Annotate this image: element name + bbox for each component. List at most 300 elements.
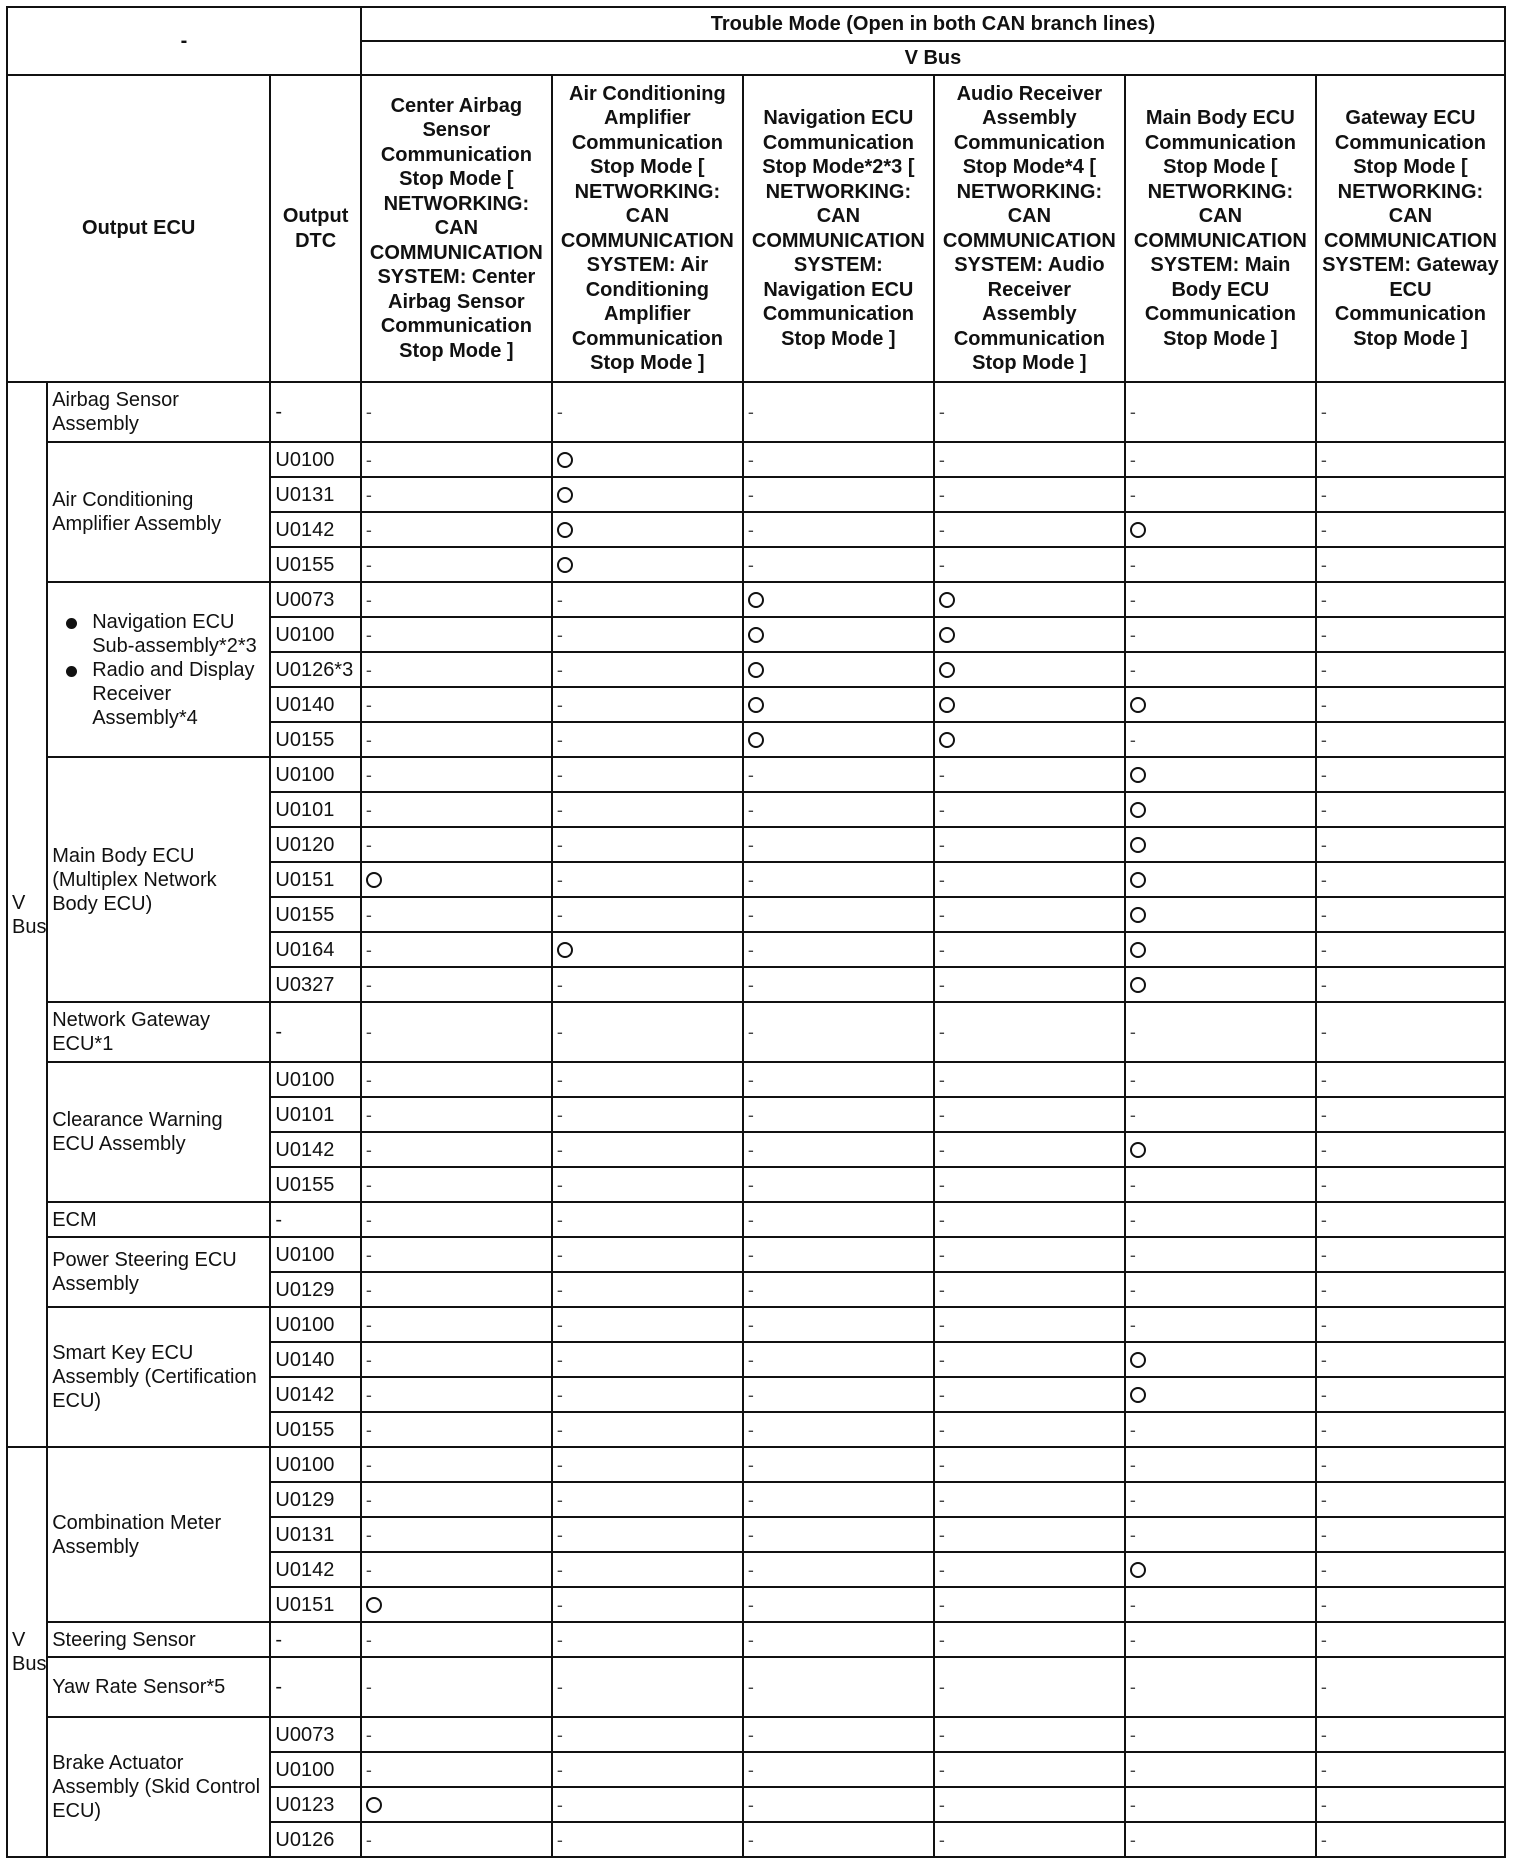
mode-cell — [1316, 1657, 1505, 1717]
dash-placeholder: - — [938, 1104, 945, 1125]
output-dtc-cell: U0100 — [270, 757, 361, 792]
mode-cell — [934, 1377, 1125, 1412]
mode-cell — [934, 1342, 1125, 1377]
circle-mark-icon — [1130, 802, 1146, 818]
mode-cell — [743, 1447, 934, 1482]
circle-mark-icon — [1130, 907, 1146, 923]
mode-cell — [552, 547, 743, 582]
mode-cell — [1316, 1377, 1505, 1412]
output-dtc-cell: U0100 — [270, 1237, 361, 1272]
dash-placeholder: - — [1129, 1794, 1136, 1815]
column-header-gateway-ecu: Gateway ECU Communication Stop Mode [ NETWORKING: CAN COMMUNICATION SYSTEM: Gateway ECU Communication Stop Mode ] — [1316, 75, 1505, 382]
dash-placeholder: - — [938, 1419, 945, 1440]
dash-placeholder: - — [747, 1559, 754, 1580]
mode-cell — [1316, 1717, 1505, 1752]
dash-placeholder: - — [556, 1559, 563, 1580]
circle-mark-icon — [557, 557, 573, 573]
output-dtc-cell: U0155 — [270, 1167, 361, 1202]
dash-placeholder: - — [1320, 904, 1327, 925]
dash-placeholder: - — [365, 484, 372, 505]
mode-cell — [552, 512, 743, 547]
mode-cell — [934, 1097, 1125, 1132]
mode-cell — [552, 1167, 743, 1202]
dash-placeholder: - — [747, 939, 754, 960]
mode-cell — [1125, 1447, 1316, 1482]
output-dtc-cell: U0101 — [270, 792, 361, 827]
mode-cell — [1125, 757, 1316, 792]
bus-label: V Bus — [7, 1447, 47, 1857]
mode-cell — [743, 1342, 934, 1377]
mode-cell — [361, 1587, 552, 1622]
mode-cell — [552, 897, 743, 932]
dash-placeholder: - — [1129, 449, 1136, 470]
mode-cell — [1125, 1412, 1316, 1447]
output-ecu-cell: Air Conditioning Amplifier Assembly — [47, 442, 270, 582]
dash-placeholder: - — [1129, 624, 1136, 645]
mode-cell — [552, 1517, 743, 1552]
dash-placeholder: - — [1320, 764, 1327, 785]
output-dtc-cell: U0142 — [270, 1552, 361, 1587]
dash-placeholder: - — [1129, 554, 1136, 575]
table-row — [7, 382, 1505, 442]
mode-cell — [934, 1202, 1125, 1237]
mode-cell — [1316, 382, 1505, 442]
dash-placeholder: - — [556, 764, 563, 785]
output-dtc-cell: U0131 — [270, 477, 361, 512]
dash-placeholder: - — [556, 799, 563, 820]
circle-mark-icon — [748, 697, 764, 713]
dash-placeholder: - — [747, 1279, 754, 1300]
mode-cell — [1125, 897, 1316, 932]
output-dtc-cell: U0101 — [270, 1097, 361, 1132]
mode-cell — [743, 1482, 934, 1517]
dash-placeholder: - — [1129, 402, 1136, 422]
mode-cell — [361, 1822, 552, 1857]
mode-cell — [934, 1552, 1125, 1587]
mode-cell — [934, 1622, 1125, 1657]
output-dtc-cell: U0126 — [270, 1822, 361, 1857]
dash-placeholder: - — [365, 904, 372, 925]
mode-cell — [743, 1097, 934, 1132]
mode-cell — [743, 722, 934, 757]
mode-cell — [934, 1132, 1125, 1167]
dash-placeholder: - — [1320, 1677, 1327, 1697]
mode-cell — [1316, 477, 1505, 512]
mode-cell — [1316, 827, 1505, 862]
dash-placeholder: - — [938, 869, 945, 890]
mode-cell — [1125, 1587, 1316, 1622]
dtc-table — [6, 6, 1506, 1858]
mode-cell — [934, 1412, 1125, 1447]
mode-cell — [361, 1342, 552, 1377]
dash-placeholder: - — [1320, 939, 1327, 960]
output-dtc-cell: - — [270, 1657, 361, 1717]
dash-placeholder: - — [365, 449, 372, 470]
dash-placeholder: - — [365, 764, 372, 785]
mode-cell — [934, 1002, 1125, 1062]
output-dtc-cell: U0100 — [270, 1307, 361, 1342]
mode-cell — [743, 652, 934, 687]
mode-cell — [934, 477, 1125, 512]
circle-mark-icon — [557, 452, 573, 468]
dash-placeholder: - — [365, 624, 372, 645]
mode-cell — [1316, 792, 1505, 827]
circle-mark-icon — [557, 942, 573, 958]
output-dtc-cell: U0164 — [270, 932, 361, 967]
dash-placeholder: - — [556, 1759, 563, 1780]
mode-cell — [361, 1752, 552, 1787]
mode-cell — [1125, 1657, 1316, 1717]
mode-cell — [1125, 1002, 1316, 1062]
circle-mark-icon — [366, 872, 382, 888]
dash-placeholder: - — [365, 1759, 372, 1780]
dash-placeholder: - — [938, 1724, 945, 1745]
mode-cell — [1316, 1097, 1505, 1132]
dash-placeholder: - — [556, 1244, 563, 1265]
mode-cell — [934, 1307, 1125, 1342]
mode-cell — [552, 1657, 743, 1717]
dash-placeholder: - — [556, 1209, 563, 1230]
mode-cell — [552, 582, 743, 617]
dash-placeholder: - — [1320, 449, 1327, 470]
mode-cell — [552, 792, 743, 827]
dash-placeholder: - — [938, 449, 945, 470]
dash-placeholder: - — [365, 1174, 372, 1195]
mode-cell — [552, 1062, 743, 1097]
dash-placeholder: - — [1129, 1829, 1136, 1850]
dash-placeholder: - — [365, 1104, 372, 1125]
output-ecu-cell: Network Gateway ECU*1 — [47, 1002, 270, 1062]
dash-placeholder: - — [1320, 1524, 1327, 1545]
table-row — [7, 1717, 1505, 1752]
output-ecu-cell: ECM — [47, 1202, 270, 1237]
mode-cell — [1316, 1822, 1505, 1857]
dash-placeholder: - — [747, 1794, 754, 1815]
dash-placeholder: - — [556, 1524, 563, 1545]
dash-placeholder: - — [938, 939, 945, 960]
output-dtc-cell: U0100 — [270, 1752, 361, 1787]
output-dtc-cell: U0129 — [270, 1272, 361, 1307]
dash-placeholder: - — [1320, 1174, 1327, 1195]
output-dtc-cell: - — [270, 1202, 361, 1237]
output-dtc-cell: U0142 — [270, 1377, 361, 1412]
mode-cell — [743, 827, 934, 862]
dash-placeholder: - — [365, 1829, 372, 1850]
circle-mark-icon — [366, 1797, 382, 1813]
v-bus-header: V Bus — [361, 41, 1505, 75]
dash-placeholder: - — [938, 1629, 945, 1650]
dash-placeholder: - — [365, 519, 372, 540]
mode-cell — [552, 1752, 743, 1787]
dash-placeholder: - — [1129, 589, 1136, 610]
mode-cell — [361, 1307, 552, 1342]
dash-placeholder: - — [1320, 484, 1327, 505]
mode-cell — [1125, 1307, 1316, 1342]
dash-placeholder: - — [556, 729, 563, 750]
circle-mark-icon — [366, 1597, 382, 1613]
dash-placeholder: - — [1129, 1022, 1136, 1042]
ecu-bullet-item: Navigation ECU Sub-assembly*2*3 — [92, 610, 265, 658]
dash-placeholder: - — [747, 1174, 754, 1195]
mode-cell — [743, 1272, 934, 1307]
dash-placeholder: - — [1320, 799, 1327, 820]
mode-cell — [743, 792, 934, 827]
output-dtc-cell: U0123 — [270, 1787, 361, 1822]
mode-cell — [1125, 1062, 1316, 1097]
mode-cell — [552, 1272, 743, 1307]
dash-placeholder: - — [556, 1349, 563, 1370]
mode-cell — [1316, 1342, 1505, 1377]
dash-placeholder: - — [747, 834, 754, 855]
mode-cell — [1125, 582, 1316, 617]
mode-cell — [1125, 792, 1316, 827]
output-dtc-cell: U0155 — [270, 547, 361, 582]
mode-cell — [552, 1822, 743, 1857]
output-dtc-cell: U0155 — [270, 1412, 361, 1447]
mode-cell — [361, 512, 552, 547]
output-dtc-cell: U0155 — [270, 897, 361, 932]
mode-cell — [934, 932, 1125, 967]
mode-cell — [1125, 1167, 1316, 1202]
mode-cell — [1316, 1447, 1505, 1482]
dash-placeholder: - — [365, 1454, 372, 1475]
mode-cell — [552, 1097, 743, 1132]
mode-cell — [361, 1447, 552, 1482]
dash-placeholder: - — [365, 1314, 372, 1335]
dash-placeholder: - — [938, 484, 945, 505]
mode-cell — [934, 1167, 1125, 1202]
mode-cell — [552, 1717, 743, 1752]
table-row — [7, 1622, 1505, 1657]
circle-mark-icon — [557, 522, 573, 538]
mode-cell — [743, 1002, 934, 1062]
mode-cell — [361, 722, 552, 757]
output-ecu-cell — [47, 582, 270, 757]
mode-cell — [552, 1002, 743, 1062]
dash-placeholder: - — [938, 1022, 945, 1042]
mode-cell — [934, 1822, 1125, 1857]
dash-placeholder: - — [747, 1022, 754, 1042]
dash-placeholder: - — [365, 694, 372, 715]
dash-placeholder: - — [1320, 1724, 1327, 1745]
dash-placeholder: - — [365, 974, 372, 995]
mode-cell — [743, 757, 934, 792]
dash-placeholder: - — [747, 974, 754, 995]
mode-cell — [1125, 442, 1316, 477]
column-header-main-body-ecu: Main Body ECU Communication Stop Mode [ NETWORKING: CAN COMMUNICATION SYSTEM: Main Body ECU Communication Stop Mode ] — [1125, 75, 1316, 382]
mode-cell — [934, 1717, 1125, 1752]
dash-placeholder: - — [1129, 729, 1136, 750]
mode-cell — [552, 1412, 743, 1447]
mode-cell — [743, 1377, 934, 1412]
mode-cell — [743, 1587, 934, 1622]
circle-mark-icon — [748, 662, 764, 678]
mode-cell — [361, 1412, 552, 1447]
dash-placeholder: - — [1129, 1279, 1136, 1300]
mode-cell — [361, 547, 552, 582]
circle-mark-icon — [939, 732, 955, 748]
mode-cell — [1316, 547, 1505, 582]
dash-placeholder: - — [365, 1279, 372, 1300]
mode-cell — [361, 827, 552, 862]
mode-cell — [552, 477, 743, 512]
mode-cell — [1316, 932, 1505, 967]
circle-mark-icon — [939, 662, 955, 678]
mode-cell — [743, 512, 934, 547]
dash-placeholder: - — [1129, 1174, 1136, 1195]
dash-placeholder: - — [747, 519, 754, 540]
dash-placeholder: - — [747, 1419, 754, 1440]
mode-cell — [361, 1717, 552, 1752]
mode-cell — [361, 932, 552, 967]
dash-placeholder: - — [556, 1594, 563, 1615]
mode-cell — [1125, 687, 1316, 722]
mode-cell — [743, 582, 934, 617]
output-ecu-cell: Steering Sensor — [47, 1622, 270, 1657]
circle-mark-icon — [939, 627, 955, 643]
mode-cell — [1125, 477, 1316, 512]
circle-mark-icon — [1130, 942, 1146, 958]
dash-placeholder: - — [365, 402, 372, 422]
circle-mark-icon — [1130, 1562, 1146, 1578]
dash-placeholder: - — [938, 1244, 945, 1265]
mode-cell — [361, 1272, 552, 1307]
mode-cell — [361, 862, 552, 897]
output-ecu-cell: Yaw Rate Sensor*5 — [47, 1657, 270, 1717]
mode-cell — [934, 1237, 1125, 1272]
mode-cell — [552, 1622, 743, 1657]
dash-placeholder: - — [365, 799, 372, 820]
dash-placeholder: - — [1320, 1559, 1327, 1580]
output-dtc-cell: U0131 — [270, 1517, 361, 1552]
dash-placeholder: - — [747, 484, 754, 505]
mode-cell — [1125, 1482, 1316, 1517]
mode-cell — [1125, 932, 1316, 967]
mode-cell — [1125, 382, 1316, 442]
dash-placeholder: - — [938, 904, 945, 925]
dash-placeholder: - — [556, 1022, 563, 1042]
mode-cell — [1125, 1717, 1316, 1752]
output-dtc-cell: U0126*3 — [270, 652, 361, 687]
mode-cell — [743, 1552, 934, 1587]
mode-cell — [1316, 1622, 1505, 1657]
dash-placeholder: - — [747, 764, 754, 785]
mode-cell — [743, 382, 934, 442]
dash-placeholder: - — [1320, 1384, 1327, 1405]
mode-cell — [1125, 1377, 1316, 1412]
mode-cell — [1125, 1752, 1316, 1787]
dash-placeholder: - — [365, 1419, 372, 1440]
dash-placeholder: - — [365, 1069, 372, 1090]
mode-cell — [743, 1717, 934, 1752]
dash-placeholder: - — [747, 1677, 754, 1697]
mode-cell — [1316, 512, 1505, 547]
dash-placeholder: - — [938, 1069, 945, 1090]
mode-cell — [1316, 1307, 1505, 1342]
dash-placeholder: - — [556, 869, 563, 890]
dash-placeholder: - — [365, 1559, 372, 1580]
table-row — [7, 1002, 1505, 1062]
dash-placeholder: - — [556, 1174, 563, 1195]
table-row — [7, 1657, 1505, 1717]
dash-placeholder: - — [1320, 1759, 1327, 1780]
dash-placeholder: - — [556, 1794, 563, 1815]
mode-cell — [361, 1062, 552, 1097]
mode-cell — [1316, 582, 1505, 617]
dash-placeholder: - — [1320, 624, 1327, 645]
dash-placeholder: - — [1129, 1069, 1136, 1090]
dash-placeholder: - — [1320, 1829, 1327, 1850]
mode-cell — [1316, 1002, 1505, 1062]
ecu-bullet-item: Radio and Display Receiver Assembly*4 — [92, 658, 265, 730]
dash-placeholder: - — [1320, 1454, 1327, 1475]
mode-cell — [552, 1377, 743, 1412]
dash-placeholder: - — [556, 1139, 563, 1160]
dash-placeholder: - — [556, 1279, 563, 1300]
mode-cell — [743, 477, 934, 512]
dash-placeholder: - — [747, 1454, 754, 1475]
dash-placeholder: - — [938, 1174, 945, 1195]
dash-placeholder: - — [938, 519, 945, 540]
mode-cell — [1125, 1237, 1316, 1272]
mode-cell — [552, 967, 743, 1002]
dash-placeholder: - — [365, 1022, 372, 1042]
dash-placeholder: - — [556, 659, 563, 680]
mode-cell — [361, 1002, 552, 1062]
output-ecu-cell: Airbag Sensor Assembly — [47, 382, 270, 442]
dash-placeholder: - — [556, 974, 563, 995]
mode-cell — [1316, 1062, 1505, 1097]
dash-placeholder: - — [1320, 869, 1327, 890]
dash-placeholder: - — [1320, 1314, 1327, 1335]
output-dtc-cell: U0140 — [270, 1342, 361, 1377]
dash-placeholder: - — [1320, 402, 1327, 422]
mode-cell — [1316, 722, 1505, 757]
mode-cell — [934, 512, 1125, 547]
table-row — [7, 1447, 1505, 1482]
dash-placeholder: - — [365, 729, 372, 750]
mode-cell — [934, 1272, 1125, 1307]
output-dtc-cell: U0140 — [270, 687, 361, 722]
table-row — [7, 442, 1505, 477]
mode-cell — [934, 617, 1125, 652]
mode-cell — [1316, 687, 1505, 722]
dash-placeholder: - — [747, 402, 754, 422]
dash-placeholder: - — [1129, 1759, 1136, 1780]
output-dtc-cell: U0142 — [270, 1132, 361, 1167]
output-ecu-cell: Power Steering ECU Assembly — [47, 1237, 270, 1307]
dash-placeholder: - — [938, 1279, 945, 1300]
dash-placeholder: - — [938, 1759, 945, 1780]
output-dtc-cell: U0073 — [270, 1717, 361, 1752]
dash-placeholder: - — [556, 1724, 563, 1745]
dash-placeholder: - — [556, 402, 563, 422]
mode-cell — [934, 1657, 1125, 1717]
mode-cell — [552, 652, 743, 687]
dash-placeholder: - — [556, 1314, 563, 1335]
dash-placeholder: - — [1320, 1349, 1327, 1370]
mode-cell — [1125, 547, 1316, 582]
table-row — [7, 1202, 1505, 1237]
mode-cell — [552, 382, 743, 442]
mode-cell — [743, 1622, 934, 1657]
mode-cell — [361, 477, 552, 512]
mode-cell — [361, 652, 552, 687]
dash-placeholder: - — [1320, 1022, 1327, 1042]
dash-placeholder: - — [938, 1524, 945, 1545]
mode-cell — [361, 617, 552, 652]
dash-placeholder: - — [1320, 1594, 1327, 1615]
